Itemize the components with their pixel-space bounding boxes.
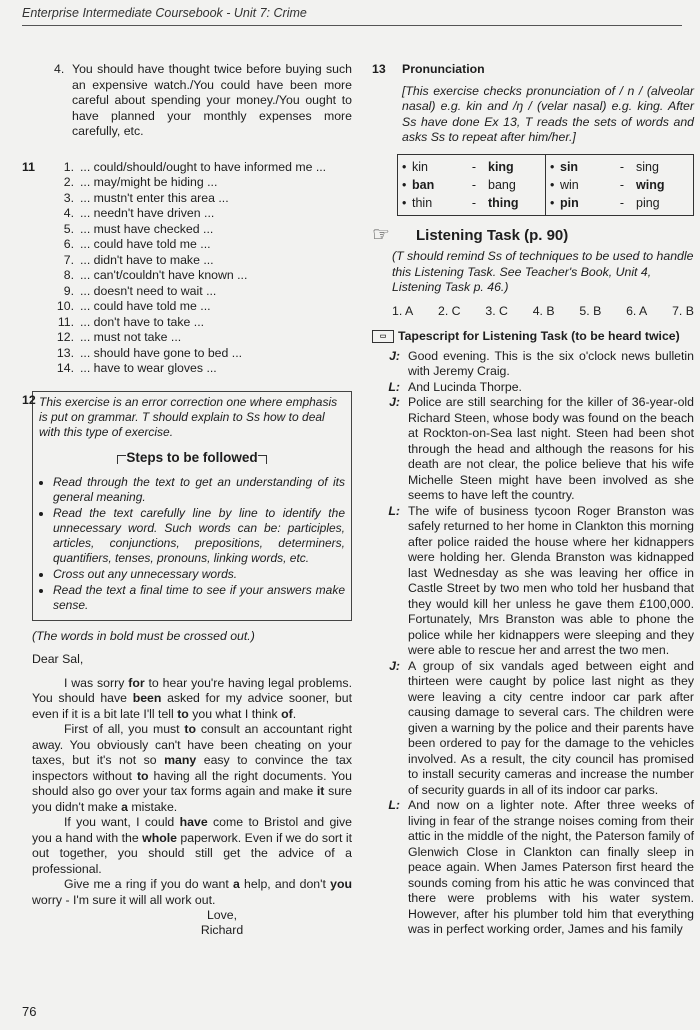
- script-entry: [372, 798, 694, 938]
- script-entry: [372, 659, 694, 799]
- pron-right-half: [546, 155, 693, 215]
- letter-greeting: Dear Sal,: [32, 652, 84, 666]
- right-column: [372, 62, 694, 938]
- bullet: •: [402, 177, 407, 192]
- speaker: L:: [388, 379, 400, 394]
- item-text: ... needn't have driven ...: [80, 206, 215, 220]
- word-pair: [550, 194, 689, 212]
- line-text: The wife of business tycoon Roger Branston was safely returned to her home in Clankton this morning after police raided the house where her kidnappers were holding her. Glenda Branston was kidnapped last Wednesday as she was leaving her office in Castle Street by two men who told her husband that they would kill her unless he gave them £100,000. Fortunately, Mrs Branston was able to phone the police while her kidnappers were sleeping and they were able to rescue her and arrest the two men.: [408, 503, 694, 657]
- speaker: J:: [389, 395, 400, 409]
- pointing-hand-icon: ☞: [372, 223, 390, 246]
- item-number: 7.: [63, 252, 74, 267]
- dash: -: [471, 159, 477, 174]
- answer: 3. C: [485, 303, 508, 318]
- letter-closing: Love,: [206, 908, 238, 922]
- listening-note: (T should remind Ss of techniques to be used to handle this Listening Task. See Teacher's Book, Unit 4, Listening Task p. 46.): [392, 249, 694, 294]
- letter-body: [32, 676, 352, 909]
- script-entry: [372, 395, 694, 504]
- letter: [32, 652, 352, 938]
- item-number: 8.: [63, 268, 74, 282]
- dash: -: [619, 195, 625, 210]
- listening-heading: [372, 223, 694, 246]
- answer: 1. A: [392, 303, 414, 318]
- exercise-12: [22, 391, 352, 939]
- item-number: 11.: [57, 314, 74, 329]
- list-item: [44, 299, 352, 315]
- word: kin: [412, 159, 428, 174]
- item-number: 4.: [63, 206, 74, 220]
- word-pair: [402, 194, 541, 212]
- crossed-word: many: [164, 753, 197, 767]
- script-entry: [372, 349, 694, 380]
- steps-title: Steps to be followed: [117, 450, 267, 465]
- item-text: ... have to wear gloves ...: [80, 361, 217, 375]
- item-number: 1.: [63, 159, 74, 174]
- crossed-word: for: [128, 675, 145, 690]
- item-number: 13.: [56, 345, 74, 360]
- dash: -: [619, 177, 625, 192]
- item-text: ... doesn't need to wait ...: [80, 283, 217, 298]
- item-text: ... didn't have to make ...: [80, 252, 214, 267]
- page-number: 76: [22, 1004, 37, 1019]
- word: king: [488, 159, 514, 174]
- item-number: 6.: [63, 237, 74, 251]
- crossed-word: been: [132, 691, 162, 705]
- crossed-word: to: [184, 722, 197, 736]
- item-number: 2.: [63, 175, 74, 189]
- answer: 7. B: [672, 303, 694, 318]
- word: ping: [636, 195, 660, 210]
- speaker: J:: [389, 658, 400, 673]
- line-text: Good evening. This is the six o'clock news bulletin with Jeremy Craig.: [408, 348, 694, 378]
- exercise-13: [372, 62, 694, 216]
- crossed-word: whole: [142, 830, 177, 845]
- exercise-4-answer: [54, 62, 352, 140]
- list-item: [44, 222, 352, 238]
- word: ban: [412, 177, 435, 192]
- item-text: ... don't have to take ...: [80, 314, 205, 329]
- list-item: [44, 330, 352, 346]
- dash: -: [619, 159, 625, 174]
- item-text: ... could have told me ...: [80, 237, 211, 251]
- line-text: And Lucinda Thorpe.: [408, 379, 522, 394]
- item-text: ... could have told me ...: [80, 299, 211, 313]
- item-number: 12.: [56, 330, 74, 344]
- word: pin: [560, 195, 579, 210]
- answer: 6. A: [626, 303, 648, 318]
- exercise-11: [22, 160, 352, 377]
- bullet: •: [550, 177, 555, 192]
- list-item: [44, 361, 352, 377]
- speaker: J:: [389, 348, 400, 363]
- crossed-word: it: [316, 784, 325, 798]
- step-item: • Read the text carefully line by line to identify the unnecessary word. Such words can be: participles, articles, conjunctions, prepositions, determiners, quantifiers, tenses, pronouns, linking words, etc.: [53, 506, 345, 566]
- list-item: [44, 346, 352, 362]
- bullet: •: [402, 195, 407, 210]
- listening-title: Listening Task (p. 90): [416, 226, 569, 244]
- left-column: [22, 62, 352, 938]
- tapescript-title: Tapescript for Listening Task (to be heard twice): [398, 329, 680, 343]
- line-text: And now on a lighter note. After three weeks of living in fear of the strange noises coming from their attic in the middle of the night, the Paterson family of Glenwich Close in Clankton can finally sleep in peace again. When James Paterson first heard the sounds coming from his attic he was convinced that there were problems with his water system. However, after his plumber told him that everything was in perfect working order, James and his family: [408, 798, 694, 936]
- word-pair: [402, 176, 541, 194]
- cassette-icon: ▭: [372, 330, 394, 343]
- item-number: 5.: [63, 221, 74, 236]
- item-text: ... must have checked ...: [80, 221, 214, 236]
- script-entry: [372, 380, 694, 396]
- pron-left-half: [398, 155, 546, 215]
- list-item: [44, 237, 352, 253]
- list-item: [44, 191, 352, 207]
- item-text: ... can't/couldn't have known ...: [80, 268, 248, 282]
- script-entry: [372, 504, 694, 659]
- item-text: ... mustn't enter this area ...: [80, 190, 229, 205]
- running-header: Enterprise Intermediate Coursebook - Unit 7: Crime: [22, 6, 682, 26]
- answer: 5. B: [579, 303, 602, 318]
- exercise-number: 13: [372, 62, 386, 76]
- letter-paragraph: First of all, you must to consult an accountant right away. You obviously can't have been cheating on your taxes, but it's not so many easy to convince the tax inspectors without to having all the right documents. You should also go over your tax forms again and make it sure you didn't make a mistake.: [32, 722, 352, 814]
- instructions-box: [32, 391, 352, 621]
- exercise-intro: This exercise is an error correction one where emphasis is put on grammar. T should explain to Ss how to deal with this type of exercise.: [39, 394, 338, 439]
- list-item: [44, 284, 352, 300]
- dash: -: [471, 177, 477, 192]
- crossed-word: have: [179, 815, 208, 829]
- item-text: You should have thought twice before buying such an expensive watch./You could have been more careful about spending your money./You ought to have planned your monthly expenses more carefully, etc.: [72, 62, 352, 138]
- list-item: [44, 268, 352, 284]
- section-title: Pronunciation: [402, 62, 485, 76]
- exercise-intro: [This exercise checks pronunciation of / n / (alveolar nasal) e.g. kin and /ŋ / (velar nasal) e.g. king. After Ss have done Ex 13, T reads the sets of words and asks Ss to repeat after him/her.]: [402, 83, 694, 144]
- word: sing: [636, 159, 659, 174]
- list-item: [44, 206, 352, 222]
- word: thin: [412, 195, 433, 210]
- item-number: 10.: [56, 299, 74, 313]
- step-item: • Cross out any unnecessary words.: [53, 567, 345, 582]
- bold-note: (The words in bold must be crossed out.): [32, 628, 255, 643]
- crossed-word: a: [232, 877, 240, 891]
- item-number: 3.: [63, 190, 74, 205]
- answer: 4. B: [532, 303, 555, 318]
- answer: 2. C: [438, 303, 461, 318]
- word-pair: [550, 158, 689, 176]
- word: bang: [488, 177, 516, 192]
- exercise-number: 11: [22, 159, 35, 174]
- word-pair: [550, 176, 689, 194]
- pronunciation-table: [397, 154, 694, 216]
- speaker: L:: [388, 503, 400, 518]
- answer-key: [392, 304, 694, 320]
- step-item: • Read the text a final time to see if your answers make sense.: [53, 583, 345, 613]
- list-item: [44, 315, 352, 331]
- answer-list: [22, 160, 352, 377]
- item-text: ... should have gone to bed ...: [80, 345, 243, 360]
- speaker: L:: [388, 798, 400, 812]
- crossed-word: you: [330, 877, 352, 891]
- word: thing: [488, 195, 519, 210]
- dash: -: [471, 195, 477, 210]
- step-item: • Read through the text to get an understanding of its general meaning.: [53, 475, 345, 505]
- item-number: 9.: [63, 283, 74, 298]
- bullet: •: [402, 159, 407, 174]
- item-number: 14.: [56, 361, 74, 375]
- word: wing: [636, 177, 665, 192]
- letter-paragraph: Give me a ring if you do want a help, and don't you worry - I'm sure it will all work out.: [32, 877, 352, 907]
- bullet: •: [550, 159, 555, 174]
- item-text: ... must not take ...: [80, 330, 182, 344]
- word: win: [560, 177, 579, 192]
- letter-paragraph: I was sorry for to hear you're having legal problems. You should have been asked for my advice sooner, but even if it is a bit late I'll tell to you what I think of.: [32, 675, 352, 721]
- crossed-word: to: [177, 706, 189, 721]
- list-item: [44, 160, 352, 176]
- bullet: •: [550, 195, 555, 210]
- item-text: ... could/should/ought to have informed me ...: [80, 159, 327, 174]
- line-text: A group of six vandals aged between eight and thirteen were caught by police last night as they were leaving a city centre indoor car park after causing damage to several cars. The children were given a warning by the police and their parents have been ordered to pay for the damage to the vehicles involved. As a result, the city council has promised to install security cameras and increase the number of security guards in all of its indoor car parks.: [408, 658, 694, 797]
- word: sin: [560, 159, 579, 174]
- item-text: ... may/might be hiding ...: [80, 175, 218, 189]
- line-text: Police are still searching for the killer of 36-year-old Richard Steen, whose body was found on the beach at Rockton-on-Sea last night. Steen had been shot through the head and although the reasons for his death are not clear, the police believe that his wife Michelle Steen might have been involved as she seems to have left the country.: [408, 395, 694, 502]
- item-number: 4.: [54, 62, 65, 76]
- list-item: [44, 175, 352, 191]
- crossed-word: a: [121, 799, 129, 814]
- crossed-word: of: [281, 706, 293, 721]
- letter-paragraph: If you want, I could have come to Bristol and give you a hand with the whole paperwork. Even if we do sort it out together, you should still get the advice of a professional.: [32, 815, 352, 876]
- tapescript-heading: [372, 329, 694, 345]
- crossed-word: to: [136, 768, 149, 783]
- word-pair: [402, 158, 541, 176]
- exercise-number: 12: [22, 392, 36, 407]
- tapescript: [372, 349, 694, 938]
- steps-list: [39, 475, 345, 613]
- letter-signature: Richard: [200, 923, 244, 937]
- list-item: [44, 253, 352, 269]
